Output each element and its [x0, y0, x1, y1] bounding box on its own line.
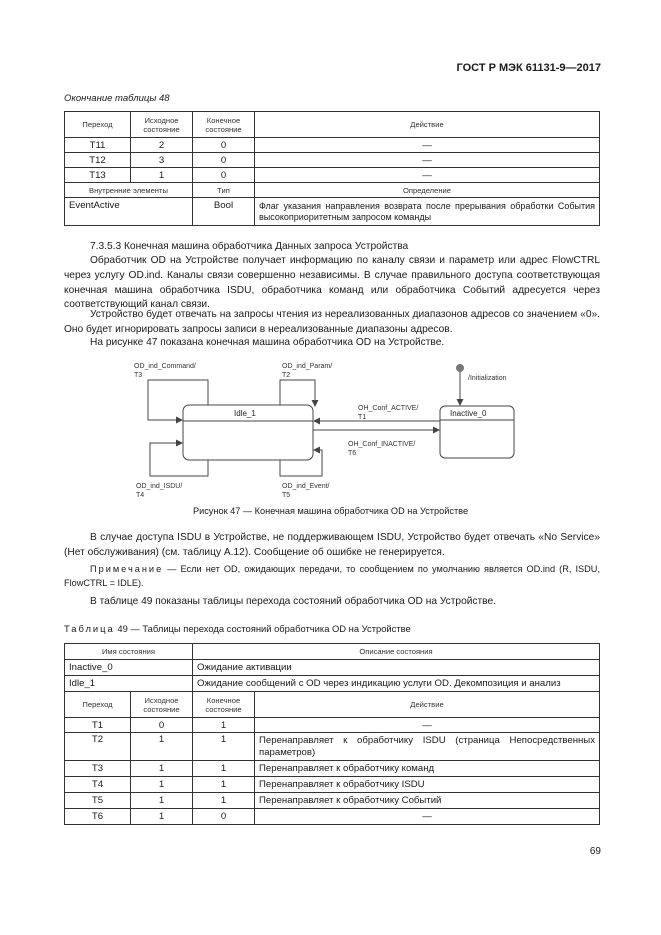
- cell-element-name: EventActive: [65, 198, 193, 226]
- cell-source: 2: [131, 138, 193, 153]
- cell-action: —: [255, 168, 600, 183]
- t2-label-id: T2: [282, 372, 291, 379]
- col-header-source: Исходное состояние: [131, 112, 193, 138]
- cell-source: 1: [131, 761, 193, 777]
- t1-label: OH_Conf_ACTIVE/: [358, 405, 419, 412]
- t4-label-id: T4: [136, 492, 145, 498]
- cell-transition: T1: [65, 718, 131, 733]
- paragraph: На рисунке 47 показана конечная машина обработчика OD на Устройстве.: [90, 337, 445, 348]
- cell-target: 1: [193, 793, 255, 809]
- cell-transition: T6: [65, 809, 131, 825]
- table49-caption-text: 49 — Таблицы перехода состояний обработчика OD на Устройстве: [114, 623, 411, 634]
- table49-caption: [64, 623, 411, 634]
- cell-state-desc: Ожидание сообщений с OD через индикацию услуги OD. Декомпозиция и анализ: [193, 676, 600, 692]
- figure-caption: Рисунок 47 — Конечная машина обработчика OD на Устройстве: [192, 506, 469, 516]
- table48-caption: Окончание таблицы 48: [64, 93, 170, 104]
- idle-state-label: Idle_1: [234, 409, 256, 418]
- section-heading: 7.3.5.3 Конечная машина обработчика Данных запроса Устройства: [90, 241, 409, 252]
- table-row: [65, 793, 600, 809]
- t6-label-id: T6: [348, 450, 357, 457]
- col-header-action: Действие: [255, 112, 600, 138]
- cell-action: —: [255, 809, 600, 825]
- cell-source: 3: [131, 153, 193, 168]
- paragraph: В случае доступа ISDU в Устройстве, не поддерживающем ISDU, Устройство будет отвечать «No Service» (Нет обслуживания) (см. таблицу А.12). Сообщение об ошибке не генерируется.: [64, 532, 600, 558]
- state-diagram: [130, 358, 530, 498]
- t3-label: OD_ind_Command/: [134, 363, 196, 370]
- document-header: ГОСТ Р МЭК 61131-9—2017: [456, 62, 601, 74]
- table-48: [64, 111, 600, 226]
- cell-source: 1: [131, 777, 193, 793]
- note-text: — Если нет OD, ожидающих передачи, то сообщением по умолчанию является OD.ind (R, ISDU, FlowCTRL = IDLE).: [64, 564, 600, 588]
- paragraph: Устройство будет отвечать на запросы чтения из нереализованных диапазонов адресов со значением «0». Оно будет игнорировать запросы записи в нереализованные диапазоны адресов.: [64, 309, 600, 335]
- cell-source: 1: [131, 809, 193, 825]
- table-row: [65, 676, 600, 692]
- state-machine-figure: [130, 358, 530, 498]
- col-header-target: Конечное состояние: [193, 692, 255, 718]
- cell-target: 0: [193, 809, 255, 825]
- table-row: [65, 761, 600, 777]
- cell-source: 1: [131, 168, 193, 183]
- table-row: [65, 777, 600, 793]
- table-row: [65, 153, 600, 168]
- cell-state-desc: Ожидание активации: [193, 660, 600, 676]
- col-header-action: Действие: [255, 692, 600, 718]
- cell-target: 1: [193, 733, 255, 761]
- table-row: [65, 168, 600, 183]
- cell-transition: T4: [65, 777, 131, 793]
- table49-caption-label: Таблица: [64, 623, 115, 634]
- cell-transition: T2: [65, 733, 131, 761]
- cell-transition: T12: [65, 153, 131, 168]
- table-row: [65, 138, 600, 153]
- col-header-state-name: Имя состояния: [65, 644, 193, 660]
- cell-target: 1: [193, 761, 255, 777]
- cell-target: 0: [193, 168, 255, 183]
- col-header-state-desc: Описание состояния: [193, 644, 600, 660]
- t2-label: OD_ind_Param/: [282, 363, 333, 370]
- cell-definition: Флаг указания направления возврата после прерывания обработки События высокоприоритетным запросом команды: [255, 198, 600, 226]
- page-number: 69: [589, 846, 601, 857]
- cell-target: 0: [193, 153, 255, 168]
- col-header-source: Исходное состояние: [131, 692, 193, 718]
- cell-action: Перенаправляет к обработчику ISDU: [255, 777, 600, 793]
- t1-label-id: T1: [358, 414, 367, 421]
- cell-transition: T13: [65, 168, 131, 183]
- t5-label-id: T5: [282, 492, 291, 498]
- table-row: [65, 733, 600, 761]
- cell-transition: T3: [65, 761, 131, 777]
- cell-action: —: [255, 138, 600, 153]
- cell-source: 1: [131, 733, 193, 761]
- cell-source: 1: [131, 793, 193, 809]
- cell-action: —: [255, 153, 600, 168]
- cell-state-name: Inactive_0: [65, 660, 193, 676]
- t4-label: OD_ind_ISDU/: [136, 483, 183, 490]
- t6-label: OH_Conf_INACTIVE/: [348, 441, 416, 448]
- cell-state-name: Idle_1: [65, 676, 193, 692]
- paragraph: Обработчик OD на Устройстве получает информацию по каналу связи и параметр или адрес FlowCTRL через услугу OD.ind. Каналы связи совершенно независимы. В случае правильного доступа соответствующая конечная машина обработчика ISDU, обработчика команд или обработчика Событий адресуется через соответствующий канал связи.: [64, 255, 600, 311]
- cell-transition: T11: [65, 138, 131, 153]
- col-header-target: Конечное состояние: [193, 112, 255, 138]
- col-header-inner-elements: Внутренние элементы: [65, 183, 193, 198]
- col-header-type: Тип: [193, 183, 255, 198]
- table-row: [65, 809, 600, 825]
- t3-label-id: T3: [134, 372, 143, 379]
- t5-label: OD_ind_Event/: [282, 483, 330, 490]
- cell-target: 1: [193, 777, 255, 793]
- cell-type: Bool: [193, 198, 255, 226]
- initial-state-dot: [456, 364, 464, 372]
- inactive-state-label: Inactive_0: [450, 409, 487, 418]
- col-header-transition: Переход: [65, 692, 131, 718]
- init-label: /Initialization: [468, 375, 507, 382]
- paragraph: В таблице 49 показаны таблицы перехода состояний обработчика OD на Устройстве.: [90, 596, 496, 607]
- col-header-transition: Переход: [65, 112, 131, 138]
- cell-transition: T5: [65, 793, 131, 809]
- col-header-definition: Определение: [255, 183, 600, 198]
- note: [64, 563, 600, 590]
- note-label: Примечание: [90, 564, 164, 574]
- cell-source: 0: [131, 718, 193, 733]
- table-row: [65, 660, 600, 676]
- table-row: [65, 198, 600, 226]
- cell-action: Перенаправляет к обработчику команд: [255, 761, 600, 777]
- cell-action: —: [255, 718, 600, 733]
- table-row: [65, 718, 600, 733]
- cell-action: Перенаправляет к обработчику ISDU (страница Непосредственных параметров): [255, 733, 600, 761]
- cell-action: Перенаправляет к обработчику Событий: [255, 793, 600, 809]
- cell-target: 1: [193, 718, 255, 733]
- table-49: [64, 643, 600, 825]
- cell-target: 0: [193, 138, 255, 153]
